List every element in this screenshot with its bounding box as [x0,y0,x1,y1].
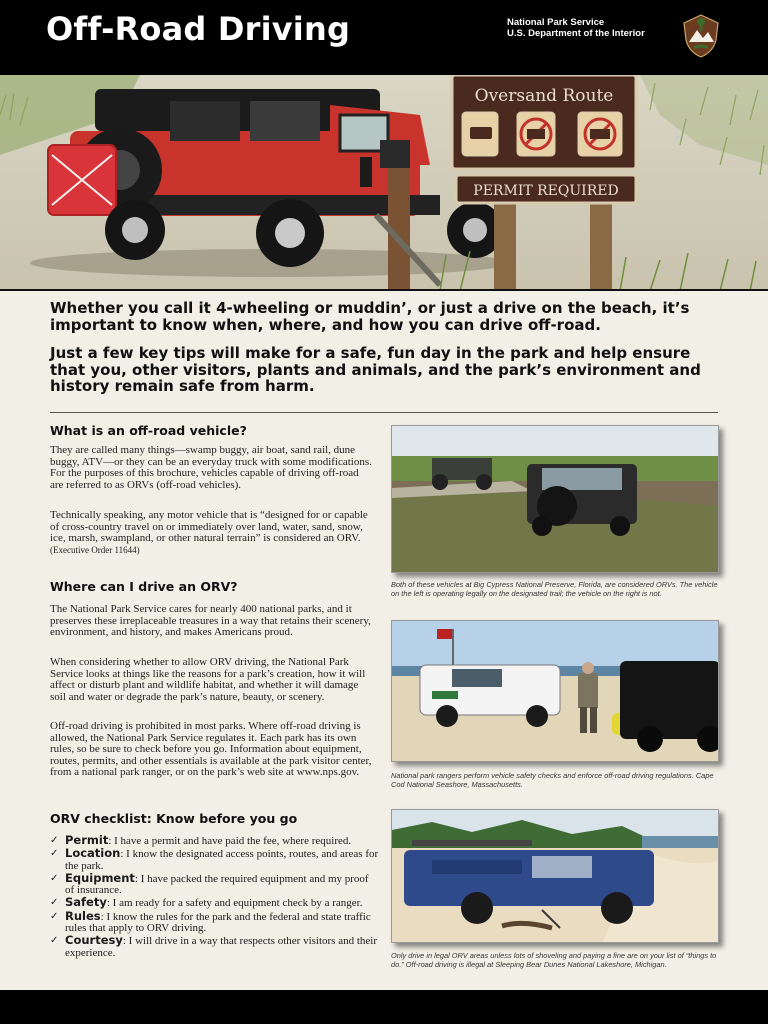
page-title: Off-Road Driving [46,10,351,48]
agency-line-1: National Park Service [507,17,605,28]
caption-sleeping-bear: Only drive in legal ORV areas unless lots of shoveling and paying a fine are on your list of “things to do.” Off-road driving is illegal at Sleeping Bear Dunes National Lakeshore, Michigan. [391,951,717,969]
hero-photo [0,75,768,291]
intro-lead-2: Just a few key tips will make for a safe, fun day in the park and help ensure that you, other visitors, plants and animals, and the park’s environment and history remain safe from harm. [50,344,701,395]
section-heading-where-drive: Where can I drive an ORV? [50,579,238,594]
checkmark-icon: ✓ [50,848,59,860]
intro-lead-1: Whether you call it 4-wheeling or muddin’, or just a drive on the beach, it’s important to know when, where, and how you can drive off-road. [50,299,690,334]
checkmark-icon: ✓ [50,897,59,909]
sign-title: Oversand Route [474,86,614,106]
checklist-term: Rules [65,908,101,923]
section1-paragraph-2-text: Technically speaking, any motor vehicle that is “designed for or capable of cross-country travel on or immediately over land, water, sand, snow, ice, marsh, swampland, or other natural terrain” is considered an ORV. [50,509,368,545]
checkmark-icon: ✓ [50,872,59,884]
checklist-text: : I will drive in a way that respects other visitors and their experience. [65,935,377,959]
header-bar [0,0,768,75]
photo-big-cypress [391,425,719,573]
checklist-term: Courtesy [65,933,123,948]
checklist-term: Permit [65,833,109,847]
checklist-term: Equipment [65,870,135,885]
agency-line-2: U.S. Department of the Interior [507,28,645,39]
section-heading-checklist: ORV checklist: Know before you go [50,811,298,826]
checklist-term: Safety [65,895,107,910]
caption-big-cypress: Both of these vehicles at Big Cypress National Preserve, Florida, are considered ORVs. The vehicle on the left is operating legally on the designated trail; the vehicle on the right is not. [391,580,718,598]
checklist-text: : I know the rules for the park and the federal and state traffic rules that apply to ORV driving. [65,910,371,935]
oversand-route-sign [452,75,636,203]
checklist-text: : I know the designated access points, routes, and areas for the park. [65,848,379,872]
section-heading-what-is-orv: What is an off-road vehicle? [50,423,247,438]
checkmark-icon: ✓ [50,835,59,846]
checklist-item [50,935,380,959]
agency-label [507,17,645,39]
caption-cape-cod: National park rangers perform vehicle safety checks and enforce off-road driving regulations. Cape Cod National Seashore, Massachusetts. [391,771,714,789]
executive-order-ref: (Executive Order 11644) [50,544,140,555]
section2-paragraph-2: When considering whether to allow ORV driving, the National Park Service looks at things like the reasons for a park’s creation, how it will affect or disturb plant and wildlife habitat, and whether it will damage soil and water or degrade the park’s nature, beauty, or scenery. [50,656,366,703]
section2-paragraph-3: Off-road driving is prohibited in most parks. Where off-road driving is allowed, the National Park Service regulates it. Each park has its own rules, so be sure to check before you go. Information about equipment, routes, permits, and other essentials is available at the park visitor center, from a national park ranger, or on the park’s web site at www.nps.gov. [50,720,372,779]
checklist-item [50,848,380,872]
orv-checklist [50,835,380,960]
checklist-item [50,870,380,897]
footer-bar [0,990,768,1024]
photo-sleeping-bear [391,809,719,943]
checkmark-icon: ✓ [50,910,59,922]
section2-paragraph-1: The National Park Service cares for nearly 400 national parks, and it preserves these irreplaceable treasures in a way that retains their scenery, environment, and history, and makes Americans proud. [50,603,371,639]
checklist-text: : I have packed the required equipment and my proof of insurance. [65,872,369,897]
nps-arrowhead-icon [680,14,722,58]
checklist-text: : I am ready for a safety and equipment check by a ranger. [106,897,363,910]
checklist-text: : I have a permit and have paid the fee, where required. [108,835,352,847]
checklist-term: Location [65,846,121,861]
divider [50,412,718,413]
sign-permit: PERMIT REQUIRED [473,183,619,199]
section1-paragraph-1: They are called many things—swamp buggy, air boat, sand rail, dune buggy, ATV—or they can be an everyday truck with some modifications. For the purposes of this brochure, vehicles capable of driving off-road are referred to as ORVs (off-road vehicles). [50,444,372,491]
checklist-item [50,908,380,935]
photo-cape-cod [391,620,719,762]
section1-paragraph-2 [50,510,372,556]
checkmark-icon: ✓ [50,935,59,947]
